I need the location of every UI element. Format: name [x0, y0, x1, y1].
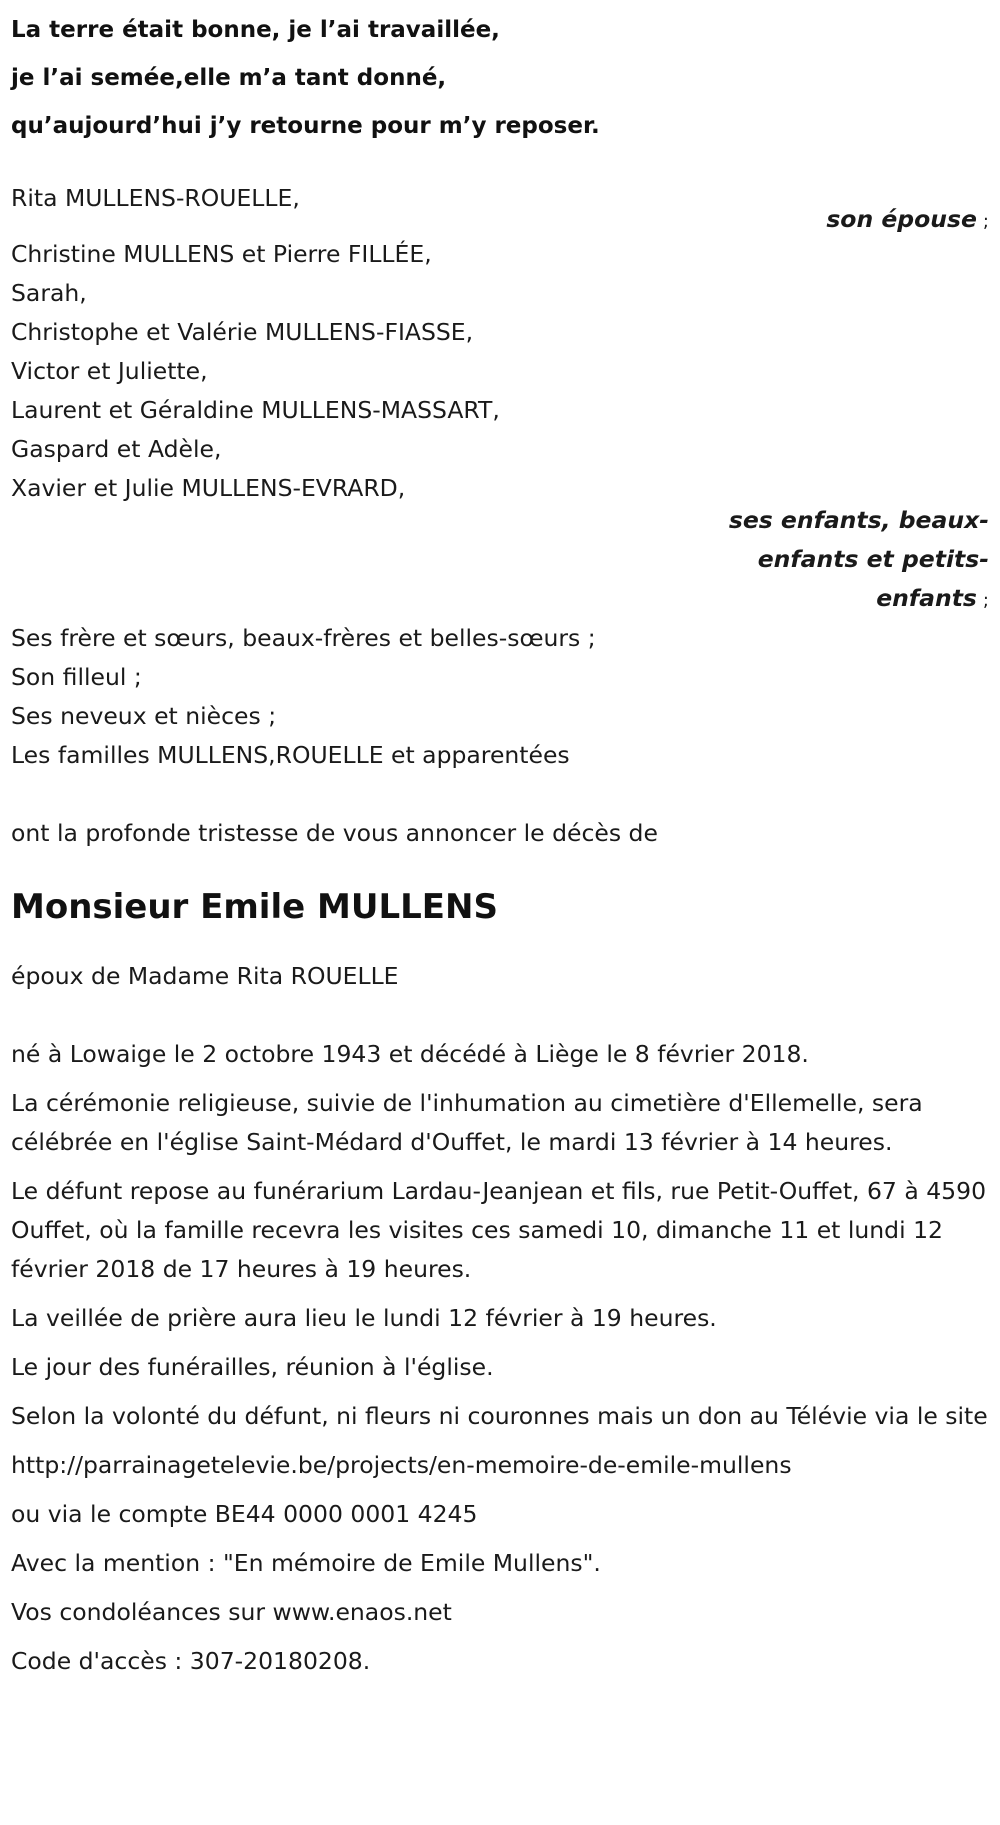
poem	[11, 0, 989, 150]
poem-line: je l’ai semée,elle m’a tant donné,	[11, 65, 447, 91]
spouse-role-label: son épouse	[826, 205, 977, 233]
vigil-line: La veillée de prière aura lieu le lundi 12 février à 19 heures.	[11, 1304, 717, 1332]
ceremony-paragraph: La cérémonie religieuse, suivie de l'inhumation au cimetière d'Ellemelle, sera célébrée en l'église Saint-Médard d'Ouffet, le mardi 13 février à 14 heures.	[11, 1089, 923, 1156]
relatives-section	[11, 619, 989, 775]
children-role-line: ses enfants, beaux-	[728, 506, 989, 534]
child-name: Christine MULLENS et Pierre FILLÉE,	[11, 240, 432, 268]
access-code-line: Code d'accès : 307-20180208.	[11, 1647, 371, 1675]
children-role-line	[704, 579, 989, 620]
deceased-name: Monsieur Emile MULLENS	[11, 887, 498, 927]
children-role-last: enfants	[876, 584, 977, 612]
child-name: Victor et Juliette,	[11, 357, 208, 385]
announcement: ont la profonde tristesse de vous annoncer le décès de	[11, 819, 658, 847]
relative-line: Ses neveux et nièces ;	[11, 702, 277, 730]
obituary-document	[11, 0, 989, 1681]
child-name: Sarah,	[11, 279, 87, 307]
children-section	[11, 235, 989, 508]
birth-death-line: né à Lowaige le 2 octobre 1943 et décédé à Liège le 8 février 2018.	[11, 1040, 809, 1068]
deceased-spouse-line: époux de Madame Rita ROUELLE	[11, 962, 399, 990]
child-name: Christophe et Valérie MULLENS-FIASSE,	[11, 318, 474, 346]
children-role	[704, 501, 989, 620]
children-role-suffix: ;	[982, 590, 989, 611]
meeting-line: Le jour des funérailles, réunion à l'église.	[11, 1353, 494, 1381]
child-name: Gaspard et Adèle,	[11, 435, 222, 463]
spouse-name: Rita MULLENS-ROUELLE,	[11, 184, 300, 212]
poem-line: qu’aujourd’hui j’y retourne pour m’y reposer.	[11, 113, 600, 139]
children-role-line: enfants et petits-	[757, 545, 989, 573]
child-name: Xavier et Julie MULLENS-EVRARD,	[11, 474, 406, 502]
funerarium-paragraph: Le défunt repose au funérarium Lardau-Jeanjean et fils, rue Petit-Ouffet, 67 à 4590 Ouffet, où la famille recevra les visites ces samedi 10, dimanche 11 et lundi 12 février 2018 de 17 heures à 19 heures.	[11, 1177, 987, 1283]
donation-url: http://parrainagetelevie.be/projects/en-memoire-de-emile-mullens	[11, 1451, 792, 1479]
details-section	[11, 1035, 989, 1681]
child-name: Laurent et Géraldine MULLENS-MASSART,	[11, 396, 500, 424]
relative-line: Ses frère et sœurs, beaux-frères et belles-sœurs ;	[11, 624, 596, 652]
bank-account-line: ou via le compte BE44 0000 0001 4245	[11, 1500, 478, 1528]
donation-paragraph: Selon la volonté du défunt, ni fleurs ni couronnes mais un don au Télévie via le site	[11, 1402, 988, 1430]
relative-line: Les familles MULLENS,ROUELLE et apparentées	[11, 741, 570, 769]
relative-line: Son filleul ;	[11, 663, 142, 691]
mention-line: Avec la mention : "En mémoire de Emile Mullens".	[11, 1549, 601, 1577]
poem-line: La terre était bonne, je l’ai travaillée,	[11, 17, 500, 43]
spouse-role-suffix: ;	[982, 211, 989, 232]
condolences-line: Vos condoléances sur www.enaos.net	[11, 1598, 452, 1626]
